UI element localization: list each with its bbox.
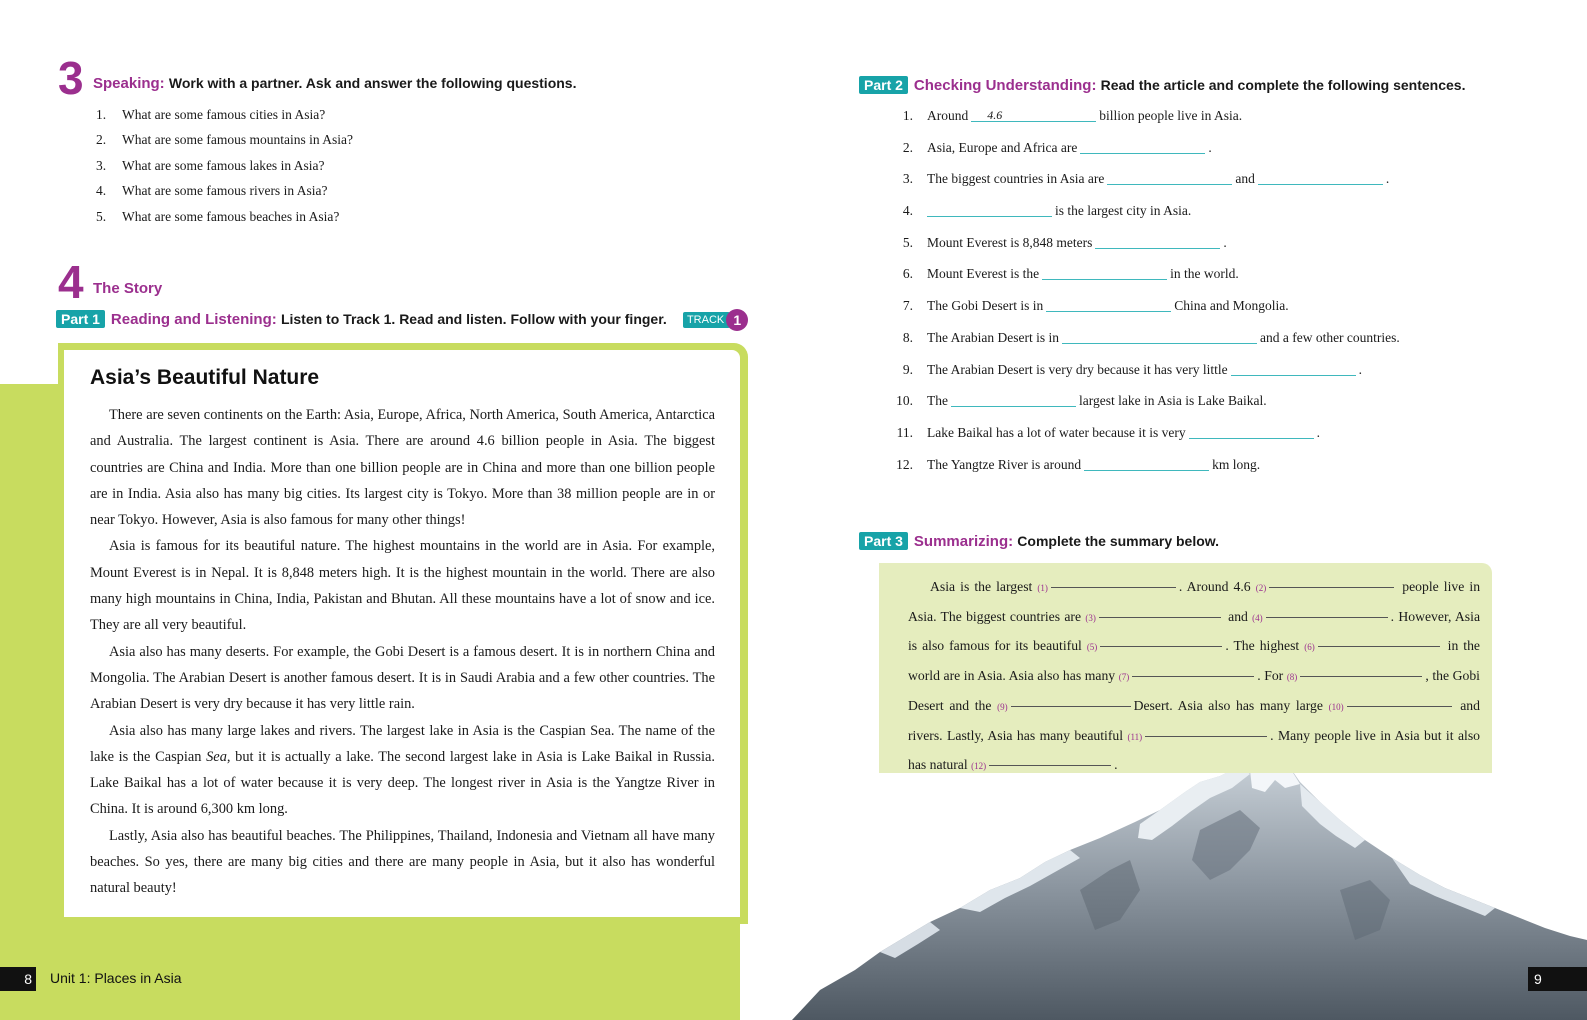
summary-blank-11[interactable] xyxy=(1145,722,1267,737)
part-3-instruction: Complete the summary below. xyxy=(1017,533,1220,549)
list-item: 12. The Yangtze River is around km long. xyxy=(896,456,1261,472)
answer-blank[interactable] xyxy=(1095,234,1220,249)
part-1-tag: Part 1 xyxy=(56,310,105,328)
story-paragraph: Lastly, Asia also has beautiful beaches. The Philippines, Thailand, Indonesia and Vietnam all have many beaches. So yes, there are many big cities and there are many people in Asia, but it also has wonderful natural beauty! xyxy=(90,827,715,897)
list-item: 10. The largest lake in Asia is Lake Baikal. xyxy=(896,393,1267,409)
list-item: 1. Around 4.6 billion people live in Asia. xyxy=(902,108,1243,123)
summary-blank-10[interactable] xyxy=(1347,692,1452,707)
list-item: 2. What are some famous mountains in Asia? xyxy=(96,132,353,148)
summary-text: Asia is the largest (1) . Around 4.6 (2) people live in Asia. The biggest countries are (3) and (4) . However, Asia is also famous for its beautiful (5) . The highest (6) in the world are in Asia. Asia also has many (7) . For (8) , the Gobi Desert and the (9) Desert. Asia also has many large (10) and rivers. Lastly, Asia has many beautiful (11) . Many people live in Asia but it also has natural (12) . xyxy=(908,573,1480,781)
list-item: 5. Mount Everest is 8,848 meters . xyxy=(902,234,1227,250)
answer-blank[interactable] xyxy=(1042,265,1167,280)
section-4-number: 4 xyxy=(58,256,84,308)
story-title: Asia’s Beautiful Nature xyxy=(90,366,320,389)
answer-blank[interactable] xyxy=(1107,170,1232,185)
part-2-tag: Part 2 xyxy=(859,76,908,94)
answer-blank[interactable] xyxy=(1062,329,1257,344)
list-item: 3. What are some famous lakes in Asia? xyxy=(96,157,325,173)
part-2-instruction: Read the article and complete the following sentences. xyxy=(1100,77,1466,93)
track-1-audio-button[interactable] xyxy=(683,309,748,331)
answer-blank[interactable] xyxy=(1080,139,1205,154)
summary-blank-7[interactable] xyxy=(1132,662,1254,677)
summary-blank-2[interactable] xyxy=(1269,573,1394,588)
list-item: 4. is the largest city in Asia. xyxy=(902,203,1192,219)
speaking-label: Speaking: xyxy=(93,75,165,92)
summary-blank-9[interactable] xyxy=(1011,692,1131,707)
summary-blank-1[interactable] xyxy=(1051,573,1176,588)
list-item: 3. The biggest countries in Asia are and . xyxy=(902,171,1390,187)
list-item: 2. Asia, Europe and Africa are . xyxy=(902,139,1212,155)
answer-blank[interactable] xyxy=(951,392,1076,407)
answer-blank[interactable] xyxy=(971,107,1096,122)
list-item: 9. The Arabian Desert is very dry because it has very little . xyxy=(902,361,1363,377)
speaking-instruction: Work with a partner. Ask and answer the following questions. xyxy=(168,75,577,91)
list-item: 7. The Gobi Desert is in China and Mongolia. xyxy=(902,298,1289,314)
track-label: TRACK xyxy=(683,312,730,328)
summary-blank-8[interactable] xyxy=(1300,662,1422,677)
story-paragraph: Asia also has many deserts. For example, the Gobi Desert is a famous desert. It is in northern China and Mongolia. The Arabian Desert is another famous desert. It is in Saudi Arabia and a few other countries. The Arabian Desert is very dry because it has very little rain. xyxy=(90,643,715,713)
unit-label: Unit 1: Places in Asia xyxy=(50,970,182,986)
answer-blank[interactable] xyxy=(1231,361,1356,376)
summary-blank-3[interactable] xyxy=(1099,603,1221,618)
list-item: 5. What are some famous beaches in Asia? xyxy=(96,208,340,224)
answer-blank[interactable] xyxy=(927,202,1052,217)
part-2-sentence-list xyxy=(880,108,1400,488)
story-paragraph: Asia also has many large lakes and rivers. The largest lake in Asia is the Caspian Sea. The name of the lake is the Caspian Sea, but it is actually a lake. The second largest lake in Asia is Lake Baikal in Russia. Lake Baikal has a lot of water because it is very deep. The longest river in Asia is the Yangtze River in China. It is around 6,300 km long. xyxy=(90,722,715,818)
part-1-lead: Reading and Listening: xyxy=(110,310,277,328)
summary-blank-6[interactable] xyxy=(1318,632,1440,647)
answer-blank[interactable] xyxy=(1189,424,1314,439)
part-1-instruction: Listen to Track 1. Read and listen. Follow with your finger. xyxy=(280,310,667,327)
part-1-heading xyxy=(56,309,748,331)
handwritten-answer: 4.6 xyxy=(987,108,1003,122)
story-paragraph: Asia is famous for its beautiful nature. The highest mountains in the world are in Asia. For example, Mount Everest is in Nepal. It is 8,848 meters high. It is the highest mountain in the world. There are also many high mountains in China, India, Pakistan and Bhutan. All these mountains have a lot of snow and ice. They are all very beautiful. xyxy=(90,538,715,634)
section-3-number: 3 xyxy=(58,52,84,104)
section-3-heading xyxy=(93,75,576,92)
part-3-heading xyxy=(859,532,1219,550)
left-page-number: 8 xyxy=(0,967,36,991)
section-4-title: The Story xyxy=(93,280,163,297)
summary-blank-5[interactable] xyxy=(1100,632,1222,647)
list-item: 11. Lake Baikal has a lot of water because it is very . xyxy=(896,424,1321,440)
answer-blank[interactable] xyxy=(1046,297,1171,312)
part-3-lead: Summarizing: xyxy=(913,533,1014,550)
story-text xyxy=(90,402,715,902)
mountain-illustration xyxy=(780,740,1587,1020)
story-paragraph: There are seven continents on the Earth: Asia, Europe, Africa, North America, South America, Antarctica and Australia. The largest continent is Asia. There are around 4.6 billion people in Asia. The biggest countries are China and India. More than one billion people are in China and more than one billion people are in India. Asia also has many big cities. Its largest city is Tokyo. More than 38 million people are in or near Tokyo. However, Asia is also famous for many other things! xyxy=(90,407,715,529)
speaking-question-list xyxy=(96,107,353,234)
track-number: 1 xyxy=(726,309,748,331)
summary-blank-12[interactable] xyxy=(989,751,1111,766)
list-item: 6. Mount Everest is the in the world. xyxy=(902,266,1239,282)
list-item: 1. What are some famous cities in Asia? xyxy=(96,107,326,122)
answer-blank[interactable] xyxy=(1084,456,1209,471)
part-3-tag: Part 3 xyxy=(859,532,908,550)
part-2-lead: Checking Understanding: xyxy=(913,77,1097,94)
list-item: 8. The Arabian Desert is in and a few other countries. xyxy=(902,329,1400,345)
part-2-heading xyxy=(859,76,1465,94)
right-page-number: 9 xyxy=(1528,967,1587,991)
answer-blank[interactable] xyxy=(1258,170,1383,185)
summary-blank-4[interactable] xyxy=(1266,603,1388,618)
list-item: 4. What are some famous rivers in Asia? xyxy=(96,183,328,199)
